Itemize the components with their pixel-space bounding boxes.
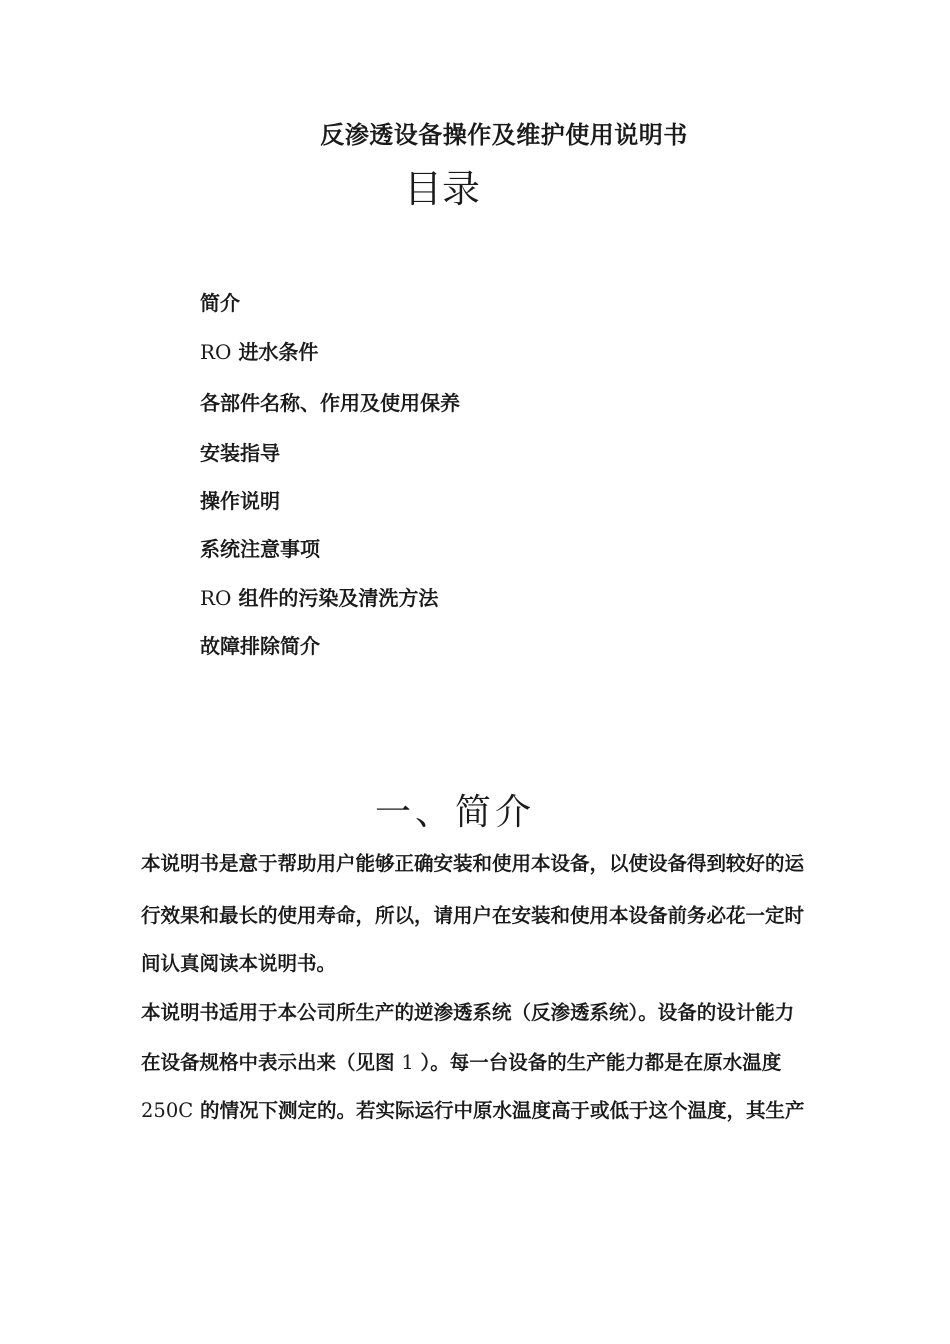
paragraph-line: 本说明书适用于本公司所生产的逆渗透系统（反渗透系统）。设备的设计能力	[141, 1001, 795, 1024]
section-heading: 一、简介	[374, 792, 535, 833]
toc-item-text: 系统注意事项	[200, 537, 320, 561]
paragraph-line: 行效果和最长的使用寿命，所以，请用户在安装和使用本设备前务必花一定时	[141, 904, 805, 927]
toc-item-intro	[200, 289, 240, 317]
temperature-value: 250C	[141, 1099, 194, 1122]
document-title: 反渗透设备操作及维护使用说明书	[320, 121, 688, 149]
toc-item-text: 组件的污染及清洗方法	[238, 586, 439, 610]
figure-number: 1	[401, 1051, 414, 1074]
paragraph-line	[141, 1097, 871, 1125]
paragraph-line: 本说明书是意于帮助用户能够正确安装和使用本设备，以使设备得到较好的运	[141, 852, 805, 875]
toc-item-text: 简介	[200, 291, 240, 315]
paragraph-text: ）。每一台设备的生产能力都是在原水温度	[420, 1051, 782, 1074]
toc-item-operation	[200, 487, 280, 515]
toc-item-prefix: RO	[200, 340, 232, 364]
toc-item-prefix: RO	[200, 586, 232, 610]
paragraph-text: 的情况下测定的。若实际运行中原水温度高于或低于这个温度，其生产	[199, 1099, 805, 1122]
toc-item-notes	[200, 535, 320, 563]
toc-item-troubleshooting	[200, 632, 320, 660]
toc-item-text: 操作说明	[200, 489, 280, 513]
paragraph-text: 在设备规格中表示出来（见图	[141, 1051, 395, 1074]
paragraph-line: 间认真阅读本说明书。	[141, 952, 337, 975]
toc-item-installation	[200, 439, 280, 467]
toc-item-text: 安装指导	[200, 441, 280, 465]
toc-item-ro-inlet	[200, 338, 318, 366]
toc-item-components	[200, 389, 460, 417]
toc-heading: 目录	[403, 167, 480, 211]
toc-item-cleaning	[200, 584, 438, 612]
toc-item-text: 故障排除简介	[200, 634, 320, 658]
toc-item-text: 各部件名称、作用及使用保养	[200, 391, 460, 415]
toc-item-text: 进水条件	[238, 340, 319, 364]
paragraph-line	[141, 1049, 871, 1077]
